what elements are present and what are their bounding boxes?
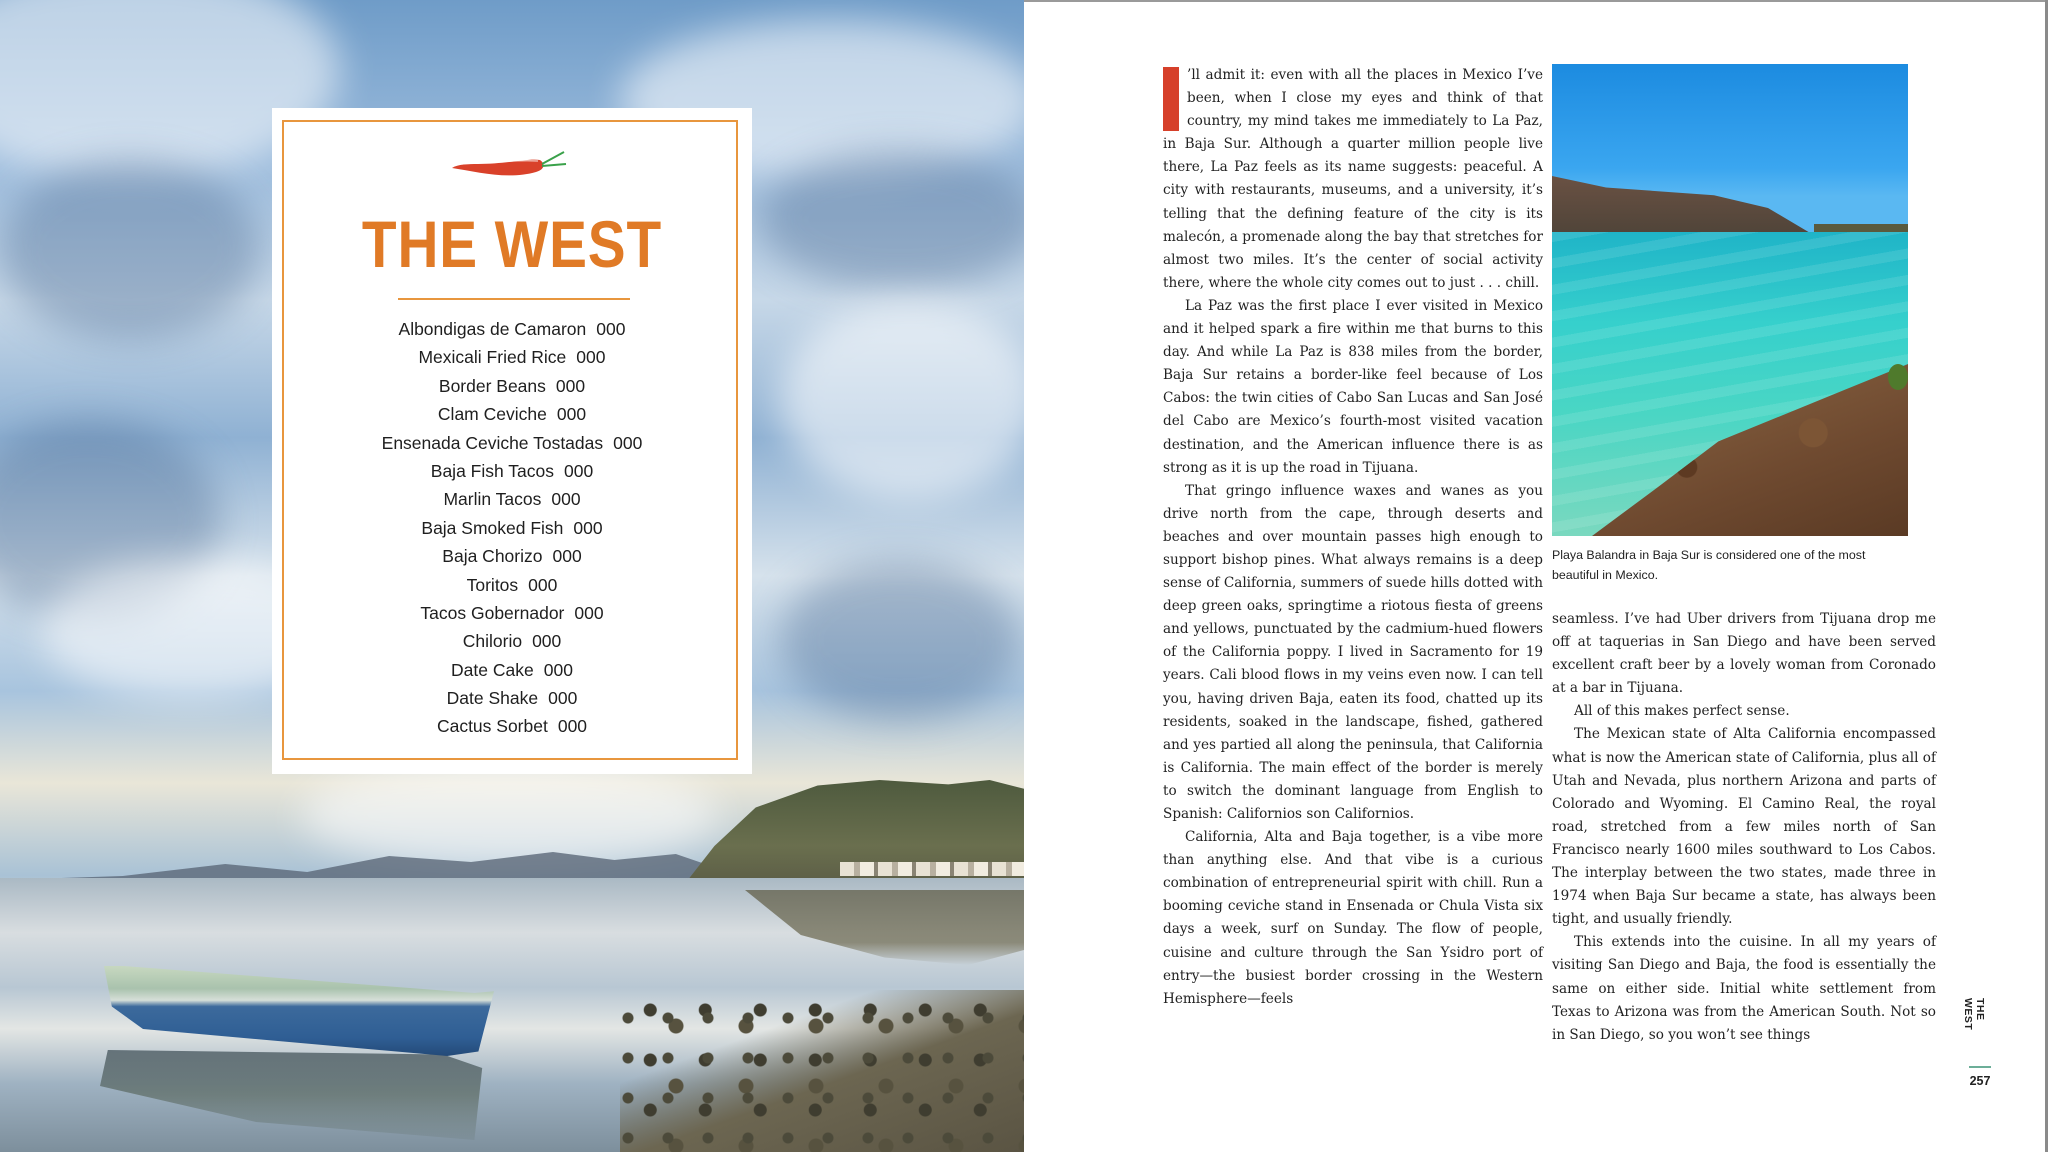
paragraph: [1163, 64, 1543, 295]
recipe-list-item[interactable]: [272, 599, 752, 627]
drop-cap-i: [1163, 67, 1179, 131]
cloud: [780, 300, 1024, 500]
recipe-name: Baja Smoked Fish: [421, 517, 564, 538]
recipe-list-item[interactable]: [272, 712, 752, 740]
recipe-list-item[interactable]: [272, 627, 752, 655]
cloud: [300, 760, 720, 870]
body-column-right: [1552, 608, 1936, 1047]
cloud: [760, 150, 1024, 290]
recipe-list-item[interactable]: [272, 542, 752, 570]
recipe-page-number: 000: [573, 517, 603, 538]
recipe-name: Mexicali Fried Rice: [418, 347, 567, 368]
paragraph: The Mexican state of Alta California encompassed what is now the American state of California, plus all of Utah and Nevada, plus northern Arizona and parts of Colorado and Wyoming. El Camino Real, the royal road, stretched from a few miles north of San Francisco nearly 1600 miles southward to Los Cabos. The interplay between the two states, made three in 1974 when Baja Sur became a state, has always been tight, and usually friendly.: [1552, 726, 1936, 928]
recipe-list-item[interactable]: [272, 343, 752, 371]
paragraph: This extends into the cuisine. In all my years of visiting San Diego and Baja, the food is essentially the same on either side. Initial white settlement from Texas to Arizona was from the American South. Not so in San Diego, so you won’t see things: [1552, 934, 1936, 1043]
recipe-page-number: 000: [556, 404, 587, 425]
recipe-page-number: 000: [528, 574, 558, 595]
recipe-name: Marlin Tacos: [443, 489, 542, 510]
shore-buildings: [840, 862, 1024, 876]
recipe-name: Baja Chorizo: [442, 546, 543, 567]
headland: [1552, 176, 1822, 240]
recipe-page-number: 000: [613, 432, 643, 453]
recipe-name: Border Beans: [438, 375, 546, 396]
playa-balandra-photo: [1552, 64, 1908, 536]
recipe-page-number: 000: [555, 375, 586, 396]
paragraph: California, Alta and Baja together, is a vibe more than anything else. And that vibe is a curious combination of entrepreneurial spirit with chill. Run a booming ceviche stand in Ensenada or Chula Vista six days a week, surf on Sunday. The flow of people, cuisine and culture through the San Ysidro port of entry—the busiest border crossing in the Western Hemisphere—feels: [1163, 829, 1543, 1007]
photo-caption: Playa Balandra in Baja Sur is considered one of the most beautiful in Mexico.: [1552, 548, 1866, 582]
recipe-name: Albondigas de Camaron: [398, 319, 587, 339]
paragraph-text: ’ll admit it: even with all the places in Mexico I’ve been, when I close my eyes and think of that country, my mind takes me immediately to La Paz, in Baja Sur. Although a quarter million people live there, La Paz feels as its name suggests: peaceful. A city with restaurants, museums, and a university, it’s telling that the defining feature of the city is its malecón, a promenade along the bay that stretches for almost two miles. It’s the center of social activity there, where the whole city comes out to just . . . chill.: [1163, 67, 1543, 291]
paragraph: All of this makes perfect sense.: [1574, 703, 1790, 720]
recipe-list-item[interactable]: [272, 457, 752, 485]
recipe-name: Date Shake: [446, 688, 539, 709]
recipe-page-number: 000: [596, 319, 626, 339]
recipe-page-number: 000: [574, 602, 604, 623]
paragraph: seamless. I’ve had Uber drivers from Tijuana drop me off at taquerias in San Diego and have been served excellent craft beer by a lovely woman from Coronado at a bar in Tijuana.: [1552, 611, 1936, 697]
recipe-list-item[interactable]: [272, 571, 752, 599]
cloud: [0, 160, 260, 340]
recipe-list-item[interactable]: [272, 656, 752, 684]
recipe-name: Chilorio: [462, 631, 523, 652]
recipe-page-number: 000: [548, 688, 578, 709]
recipe-name: Toritos: [466, 574, 519, 595]
running-head: THE WEST: [1962, 998, 1986, 1031]
chili-pepper-icon: [448, 150, 568, 190]
recipe-page-number: 000: [564, 460, 594, 481]
recipe-list-item[interactable]: [272, 514, 752, 542]
recipe-list-item[interactable]: [272, 400, 752, 428]
recipe-page-number: 000: [543, 659, 573, 680]
recipe-page-number: 000: [532, 631, 562, 652]
recipe-list-item[interactable]: [272, 429, 752, 457]
chapter-title: THE WEST: [361, 207, 663, 281]
land-spit: [1814, 224, 1908, 232]
recipe-name: Tacos Gobernador: [420, 602, 565, 623]
shrub: [1888, 364, 1908, 390]
recipe-list: [272, 315, 752, 741]
right-page: [1024, 0, 2048, 1152]
recipe-page-number: 000: [557, 716, 588, 737]
cloud: [780, 560, 1020, 720]
recipe-page-number: 000: [552, 546, 582, 567]
paragraph: That gringo influence waxes and wanes as you drive north from the cape, through deserts and beaches and over mountain passes high enough to support bishop pines. What always remains is a deep sense of California, summers of suede hills dotted with deep green oaks, springtime a riotous fiesta of greens and yellows, punctuated by the cadmium-hued flowers of the California poppy. I lived in Sacramento for 19 years. Cali blood flows in my veins even now. I can tell you, having driven Baja, eaten its food, chatted up its residents, soaked in the landscape, fished, gathered and yes partied all along the peninsula, that California is California. The main effect of the border is merely to switch the dominant language from English to Spanish: Californios son Californios.: [1163, 482, 1543, 822]
folio-rule: [1969, 1066, 1991, 1068]
recipe-list-item[interactable]: [272, 372, 752, 400]
recipe-list-item[interactable]: [272, 485, 752, 513]
recipe-list-item[interactable]: [272, 684, 752, 712]
shore-rocks: [620, 990, 1024, 1152]
recipe-name: Baja Fish Tacos: [430, 460, 554, 481]
paragraph: La Paz was the first place I ever visited in Mexico and it helped spark a fire within me that burns to this day. And while La Paz is 838 miles from the border, Baja Sur retains a border-like feel because of Los Cabos: the twin cities of Cabo San Lucas and San José del Cabo are Mexico’s fourth-most visited vacation destination, and the American influence there is as strong as it is up the road in Tijuana.: [1163, 297, 1543, 476]
recipe-page-number: 000: [551, 489, 581, 510]
recipe-name: Date Cake: [451, 659, 534, 680]
recipe-name: Cactus Sorbet: [436, 716, 548, 737]
recipe-name: Clam Ceviche: [437, 404, 547, 425]
body-column-left: [1163, 64, 1543, 1011]
page-edge: [1024, 0, 2048, 2]
chapter-toc-card: [272, 108, 752, 774]
recipe-list-item[interactable]: [272, 315, 752, 343]
recipe-name: Ensenada Ceviche Tostadas: [381, 432, 604, 453]
title-underline: [398, 298, 630, 300]
recipe-page-number: 000: [576, 347, 606, 368]
page-number: 257: [1969, 1074, 1991, 1088]
